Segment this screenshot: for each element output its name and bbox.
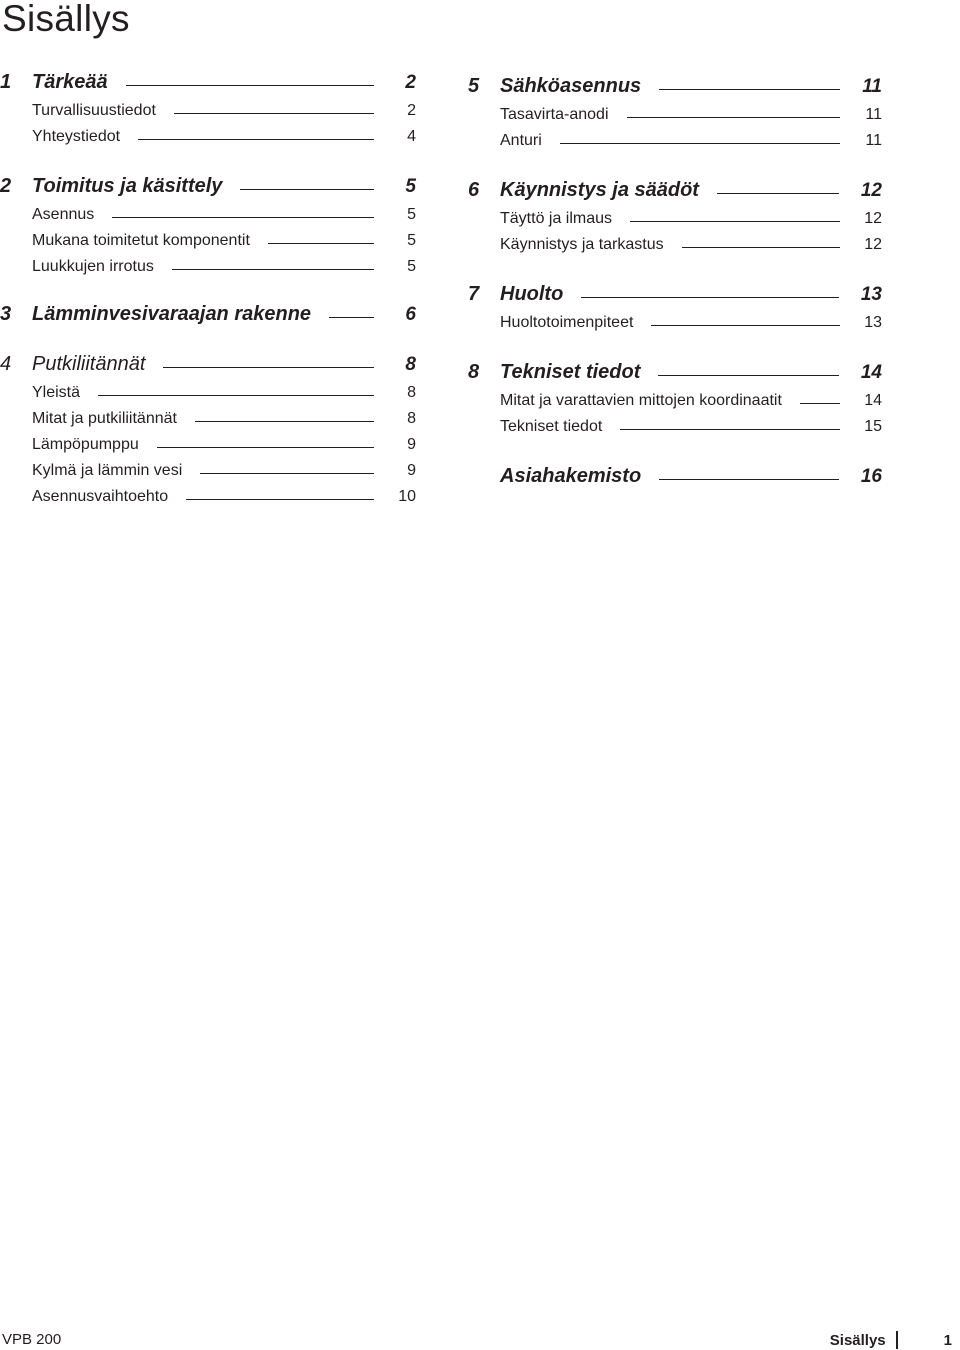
entry-title: Käynnistys ja tarkastus (500, 236, 664, 253)
toc-section-index[interactable] (468, 458, 882, 488)
entry-page: 12 (864, 236, 882, 253)
toc-left-column (0, 64, 416, 506)
dot-leader (240, 189, 374, 190)
section-page: 5 (405, 176, 416, 197)
toc-section-8[interactable] (468, 354, 882, 384)
dot-leader (560, 143, 840, 144)
section-title: Tärkeää (32, 71, 108, 93)
toc-entry[interactable] (32, 94, 416, 120)
entry-page: 2 (407, 102, 416, 119)
section-number: 8 (468, 361, 480, 383)
section-page: 13 (860, 284, 882, 305)
entry-title: Yleistä (32, 384, 81, 401)
entry-page: 10 (398, 488, 416, 505)
dot-leader (682, 247, 840, 248)
page-title: Sisällys (2, 0, 130, 39)
entry-title: Anturi (500, 132, 542, 149)
dot-leader (627, 117, 841, 118)
toc-entry[interactable] (500, 228, 882, 254)
toc-section-6[interactable] (468, 172, 882, 202)
toc-section-1[interactable] (0, 64, 416, 94)
entry-page: 11 (865, 132, 882, 149)
section-number: 1 (0, 71, 12, 93)
dot-leader (186, 499, 374, 500)
entry-title: Mukana toimitetut komponentit (32, 232, 250, 249)
dot-leader (620, 429, 840, 430)
toc-entry[interactable] (500, 124, 882, 150)
entry-page: 9 (407, 436, 416, 453)
toc-section-3[interactable] (0, 296, 416, 326)
section-page: 2 (405, 72, 416, 93)
entry-title: Mitat ja varattavien mittojen koordinaatit (500, 392, 782, 409)
dot-leader (800, 403, 840, 404)
toc-section-2[interactable] (0, 168, 416, 198)
section-number: 2 (0, 175, 12, 197)
entry-page: 15 (864, 418, 882, 435)
entry-title: Kylmä ja lämmin vesi (32, 462, 183, 479)
toc-section-7[interactable] (468, 276, 882, 306)
section-page: 16 (860, 466, 882, 487)
entry-page: 8 (407, 384, 416, 401)
toc-section-5[interactable] (468, 68, 882, 98)
entry-title: Huoltotoimenpiteet (500, 314, 634, 331)
dot-leader (329, 317, 374, 318)
toc-entry[interactable] (32, 454, 416, 480)
dot-leader (195, 421, 374, 422)
entry-title: Täyttö ja ilmaus (500, 210, 613, 227)
entry-page: 8 (407, 410, 416, 427)
entry-title: Lämpöpumppu (32, 436, 139, 453)
section-title: Asiahakemisto (500, 465, 642, 487)
dot-leader (112, 217, 374, 218)
dot-leader (659, 89, 840, 90)
toc-entry[interactable] (32, 120, 416, 146)
toc-entry[interactable] (32, 250, 416, 276)
dot-leader (658, 375, 838, 376)
toc-entry[interactable] (32, 198, 416, 224)
section-page: 12 (860, 180, 882, 201)
section-title: Huolto (500, 283, 564, 305)
entry-page: 14 (864, 392, 882, 409)
dot-leader (630, 221, 840, 222)
dot-leader (268, 243, 374, 244)
dot-leader (581, 297, 839, 298)
toc-entry[interactable] (500, 202, 882, 228)
section-number: 3 (0, 303, 12, 325)
dot-leader (717, 193, 839, 194)
entry-page: 13 (864, 314, 882, 331)
toc-entry[interactable] (500, 384, 882, 410)
dot-leader (157, 447, 374, 448)
section-number: 5 (468, 75, 480, 97)
entry-page: 5 (407, 232, 416, 249)
section-title: Toimitus ja käsittely (32, 175, 223, 197)
toc-entry[interactable] (32, 376, 416, 402)
entry-title: Asennus (32, 206, 95, 223)
section-number: 4 (0, 353, 12, 375)
section-page: 6 (405, 304, 416, 325)
section-page: 11 (862, 76, 882, 97)
entry-title: Yhteystiedot (32, 128, 121, 145)
entry-page: 5 (407, 258, 416, 275)
dot-leader (200, 473, 374, 474)
dot-leader (651, 325, 840, 326)
entry-title: Mitat ja putkiliitännät (32, 410, 177, 427)
toc-entry[interactable] (32, 428, 416, 454)
toc-entry[interactable] (500, 306, 882, 332)
toc-right-column (468, 68, 882, 488)
footer-section (830, 1331, 952, 1349)
toc-section-4[interactable] (0, 346, 416, 376)
toc-entry[interactable] (500, 410, 882, 436)
entry-title: Tasavirta-anodi (500, 106, 609, 123)
entry-title: Luukkujen irrotus (32, 258, 154, 275)
toc-entry[interactable] (500, 98, 882, 124)
footer-page-number: 1 (943, 1331, 952, 1349)
dot-leader (174, 113, 374, 114)
footer-section-label: Sisällys (829, 1331, 886, 1349)
footer-product: VPB 200 (2, 1331, 62, 1348)
dot-leader (172, 269, 374, 270)
dot-leader (163, 367, 374, 368)
section-title: Tekniset tiedot (500, 361, 641, 383)
dot-leader (659, 479, 839, 480)
entry-title: Asennusvaihtoehto (32, 488, 169, 505)
section-page: 14 (860, 362, 882, 383)
section-title: Käynnistys ja säädöt (500, 179, 699, 201)
section-number: 6 (468, 179, 480, 201)
entry-page: 4 (407, 128, 416, 145)
entry-page: 11 (865, 106, 882, 123)
section-title: Lämminvesivaraajan rakenne (32, 303, 312, 325)
dot-leader (98, 395, 374, 396)
section-number: 7 (468, 283, 480, 305)
entry-title: Turvallisuustiedot (32, 102, 156, 119)
dot-leader (126, 85, 374, 86)
toc-entry[interactable] (32, 402, 416, 428)
entry-page: 9 (407, 462, 416, 479)
toc-entry[interactable] (32, 224, 416, 250)
section-title: Sähköasennus (500, 75, 642, 97)
section-page: 8 (405, 354, 416, 375)
section-title: Putkiliitännät (32, 353, 146, 375)
footer-divider (896, 1331, 898, 1349)
entry-page: 12 (864, 210, 882, 227)
entry-page: 5 (407, 206, 416, 223)
toc-entry[interactable] (32, 480, 416, 506)
entry-title: Tekniset tiedot (500, 418, 603, 435)
dot-leader (138, 139, 374, 140)
